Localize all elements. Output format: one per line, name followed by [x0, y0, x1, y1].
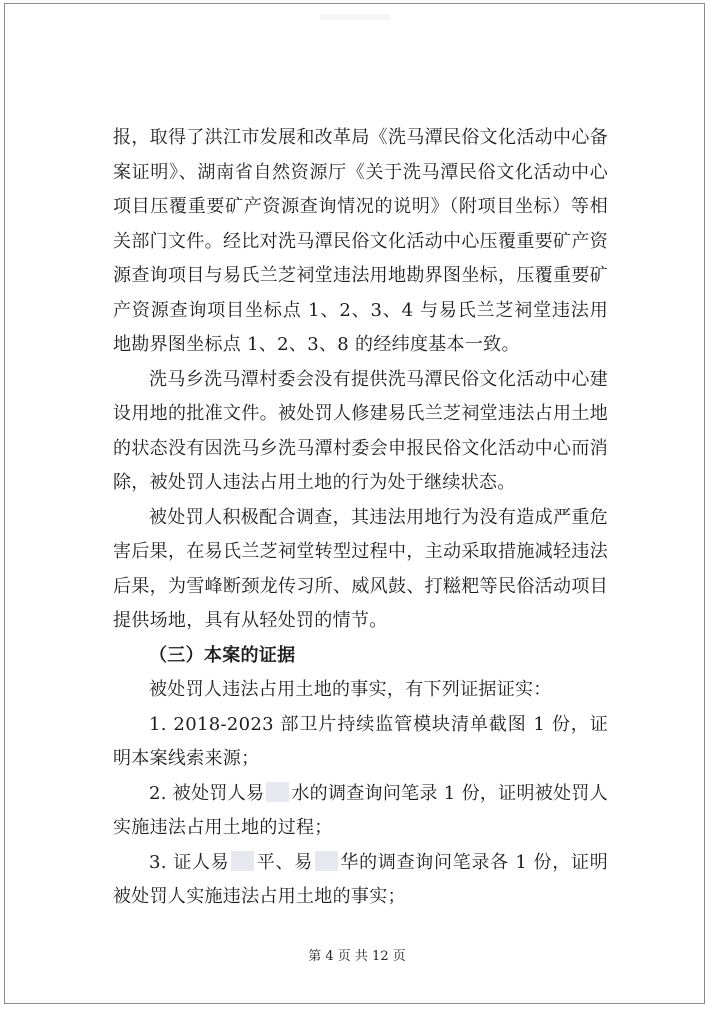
evidence-item-1: 1. 2018-2023 部卫片持续监管模块清单截图 1 份，证明本案线索来源； [113, 713, 608, 769]
evidence-item-3 [113, 846, 608, 915]
evidence-item-2-suffix: 水的调查询问笔录 1 份，证明被处罚人实施违法占用土地的过程； [113, 782, 609, 838]
redaction-box [266, 782, 289, 802]
paragraph-approval: 洗马乡洗马潭村委会没有提供洗马潭民俗文化活动中心建设用地的批准文件。被处罚人修建易氏兰芝祠堂违法占用土地的状态没有因洗马乡洗马潭村委会申报民俗文化活动中心而消除，被处罚人违法占用土地的行为处于继续状态。 [113, 368, 608, 493]
document-body [113, 121, 608, 915]
section-heading-evidence: （三）本案的证据 [149, 644, 296, 666]
evidence-item-3-suffix: 华的调查询问笔录各 1 份，证明被处罚人实施违法占用土地的事实； [113, 851, 608, 907]
page-number: 第 4 页 共 12 页 [308, 949, 406, 964]
paragraph-continuation: 报，取得了洪江市发展和改革局《洗马潭民俗文化活动中心备案证明》、湖南省自然资源厅《关于洗马潭民俗文化活动中心项目压覆重要矿产资源查询情况的说明》（附项目坐标）等相关部门文件。经比对洗马潭民俗文化活动中心压覆重要矿产资源查询项目与易氏兰芝祠堂违法用地勘界图坐标，压覆重要矿产资源查询项目坐标点 1、2、3、4 与易氏兰芝祠堂违法用地勘界图坐标点 1、2、3、8 的经纬度基本一致。 [113, 127, 608, 355]
evidence-item-2-prefix: 2. 被处罚人易 [149, 782, 265, 804]
evidence-item-3-prefix: 3. 证人易 [149, 851, 230, 873]
evidence-item-2 [113, 777, 608, 846]
evidence-item-3-middle: 平、易 [256, 851, 313, 873]
redaction-box [231, 851, 254, 871]
paragraph-evidence-intro: 被处罚人违法占用土地的事实，有下列证据证实： [149, 679, 552, 700]
paragraph-mitigation: 被处罚人积极配合调查，其违法用地行为没有造成严重危害后果，在易氏兰芝祠堂转型过程中，主动采取措施减轻违法后果，为雪峰断颈龙传习所、威风鼓、打糍粑等民俗活动项目提供场地，具有从轻处罚的情节。 [113, 506, 608, 631]
scan-mark [320, 14, 390, 20]
redaction-box [315, 851, 338, 871]
